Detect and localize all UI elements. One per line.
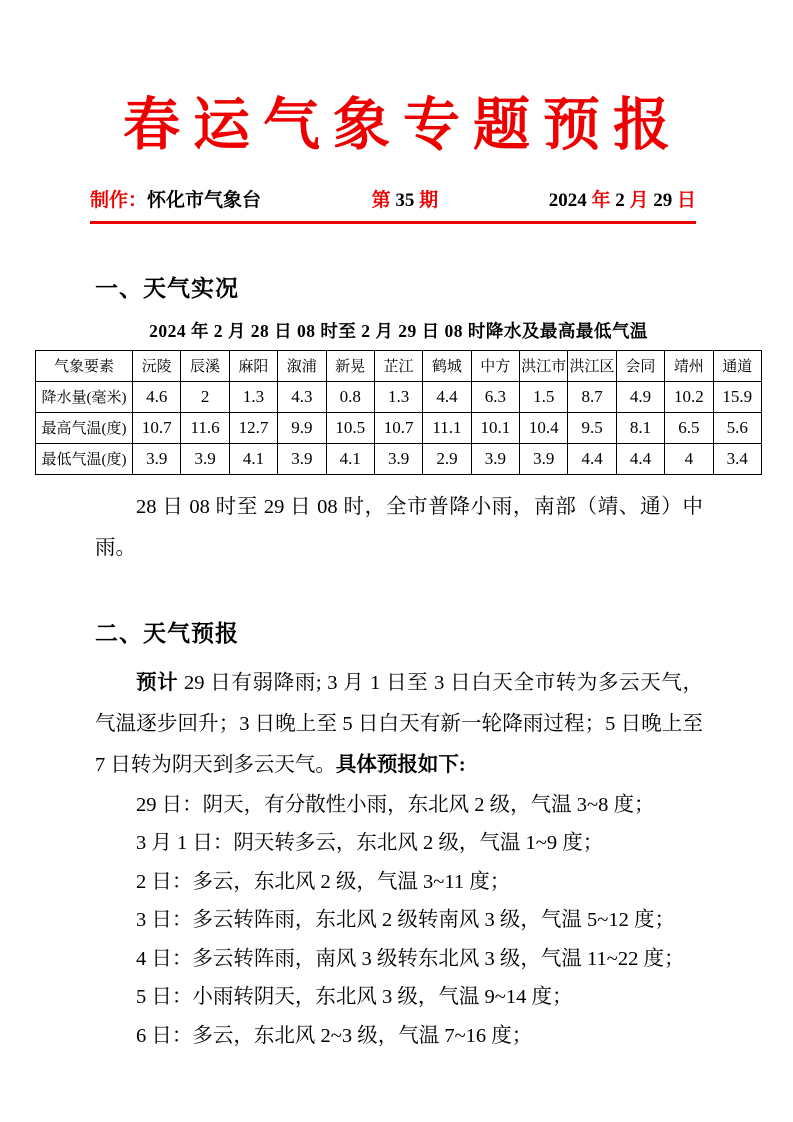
- date-day-unit: 日: [676, 190, 696, 212]
- column-header: 新晃: [326, 350, 374, 381]
- table-cell: 9.5: [568, 412, 616, 443]
- forecast-intro-body: 29 日有弱降雨; 3 月 1 日至 3 日白天全市转为多云天气，气温逐步回升；3 日晚上至 5 日白天有新一轮降雨过程；5 日晚上至 7 日转为阴天到多云天气。: [95, 671, 703, 776]
- producer-label: 制作：: [90, 190, 148, 212]
- forecast-intro-paragraph: [95, 663, 703, 786]
- table-cell: 4.3: [278, 381, 326, 412]
- table-cell: 3.9: [181, 443, 229, 474]
- table-cell: 11.1: [423, 412, 471, 443]
- row-label: 最低气温(度): [36, 443, 133, 474]
- table-cell: 4.4: [423, 381, 471, 412]
- table-row: [36, 412, 762, 443]
- masthead-divider: [90, 221, 696, 224]
- column-header: 通道: [713, 350, 762, 381]
- date-month-unit: 月: [629, 190, 649, 212]
- masthead-bar: [90, 188, 696, 215]
- table-cell: 10.4: [520, 412, 568, 443]
- table-cell: 4.6: [133, 381, 181, 412]
- row-label: 降水量(毫米): [36, 381, 133, 412]
- date-day: 29: [653, 190, 673, 212]
- column-header: 气象要素: [36, 350, 133, 381]
- table-cell: 11.6: [181, 412, 229, 443]
- column-header: 沅陵: [133, 350, 181, 381]
- table-row: [36, 443, 762, 474]
- issue-value: 35: [395, 190, 415, 212]
- forecast-intro-tail: 具体预报如下:: [335, 753, 466, 776]
- issue-number: [372, 188, 439, 215]
- table-cell: 5.6: [713, 412, 762, 443]
- table-header-row: [36, 350, 762, 381]
- table-cell: 3.9: [471, 443, 519, 474]
- forecast-day-line: 3 日：多云转阵雨，东北风 2 级转南风 3 级，气温 5~12 度；: [136, 909, 675, 932]
- table-cell: 4: [665, 443, 713, 474]
- column-header: 辰溪: [181, 350, 229, 381]
- column-header: 芷江: [374, 350, 422, 381]
- column-header: 洪江市: [520, 350, 568, 381]
- table-cell: 4.1: [229, 443, 277, 474]
- weather-table-title: 2024 年 2 月 28 日 08 时至 2 月 29 日 08 时降水及最高最低气温: [149, 320, 648, 341]
- weather-table: [35, 350, 762, 475]
- row-label: 最高气温(度): [36, 412, 133, 443]
- producer-info: [90, 188, 261, 215]
- table-cell: 2.9: [423, 443, 471, 474]
- forecast-day-line: 6 日：多云，东北风 2~3 级，气温 7~16 度；: [136, 1024, 533, 1047]
- date-month: 2: [615, 190, 625, 212]
- column-header: 会同: [616, 350, 664, 381]
- issue-prefix: 第: [371, 190, 391, 212]
- table-cell: 10.5: [326, 412, 374, 443]
- date-year-unit: 年: [591, 190, 611, 212]
- table-cell: 15.9: [713, 381, 762, 412]
- table-cell: 0.8: [326, 381, 374, 412]
- table-cell: 3.9: [133, 443, 181, 474]
- column-header: 溆浦: [278, 350, 326, 381]
- table-cell: 3.9: [520, 443, 568, 474]
- table-cell: 6.5: [665, 412, 713, 443]
- document-title: 春运气象专题预报: [123, 91, 683, 158]
- section-1-paragraph: 28 日 08 时至 29 日 08 时，全市普降小雨，南部（靖、通）中雨。: [95, 495, 703, 559]
- table-row: [36, 381, 762, 412]
- date-year: 2024: [548, 190, 587, 212]
- forecast-day-line: 4 日：多云转阵雨，南风 3 级转东北风 3 级，气温 11~22 度；: [136, 947, 685, 970]
- table-cell: 1.3: [229, 381, 277, 412]
- table-cell: 8.7: [568, 381, 616, 412]
- table-cell: 4.9: [616, 381, 664, 412]
- table-cell: 6.3: [471, 381, 519, 412]
- table-cell: 4.1: [326, 443, 374, 474]
- forecast-day-line: 5 日：小雨转阴天，东北风 3 级，气温 9~14 度；: [136, 986, 573, 1009]
- column-header: 鹤城: [423, 350, 471, 381]
- forecast-day-line: 29 日：阴天，有分散性小雨，东北风 2 级，气温 3~8 度；: [136, 793, 655, 816]
- table-cell: 3.9: [278, 443, 326, 474]
- column-header: 洪江区: [568, 350, 616, 381]
- column-header: 麻阳: [229, 350, 277, 381]
- table-cell: 10.7: [374, 412, 422, 443]
- issue-suffix: 期: [419, 190, 439, 212]
- producer-value: 怀化市气象台: [147, 190, 262, 212]
- table-cell: 1.3: [374, 381, 422, 412]
- table-cell: 9.9: [278, 412, 326, 443]
- table-cell: 4.4: [616, 443, 664, 474]
- column-header: 靖州: [665, 350, 713, 381]
- forecast-day-line: 3 月 1 日：阴天转多云，东北风 2 级，气温 1~9 度；: [136, 832, 604, 855]
- column-header: 中方: [471, 350, 519, 381]
- table-cell: 8.1: [616, 412, 664, 443]
- table-cell: 10.7: [133, 412, 181, 443]
- table-cell: 12.7: [229, 412, 277, 443]
- forecast-day-line: 2 日：多云，东北风 2 级，气温 3~11 度；: [136, 870, 511, 893]
- table-cell: 3.9: [374, 443, 422, 474]
- table-cell: 4.4: [568, 443, 616, 474]
- section-1-heading: 一、天气实况: [95, 274, 239, 301]
- table-cell: 10.1: [471, 412, 519, 443]
- table-cell: 1.5: [520, 381, 568, 412]
- table-cell: 2: [181, 381, 229, 412]
- section-2-heading: 二、天气预报: [95, 619, 239, 646]
- forecast-intro-lead: 预计: [136, 671, 179, 694]
- table-cell: 10.2: [665, 381, 713, 412]
- table-cell: 3.4: [713, 443, 762, 474]
- issue-date: [549, 188, 696, 215]
